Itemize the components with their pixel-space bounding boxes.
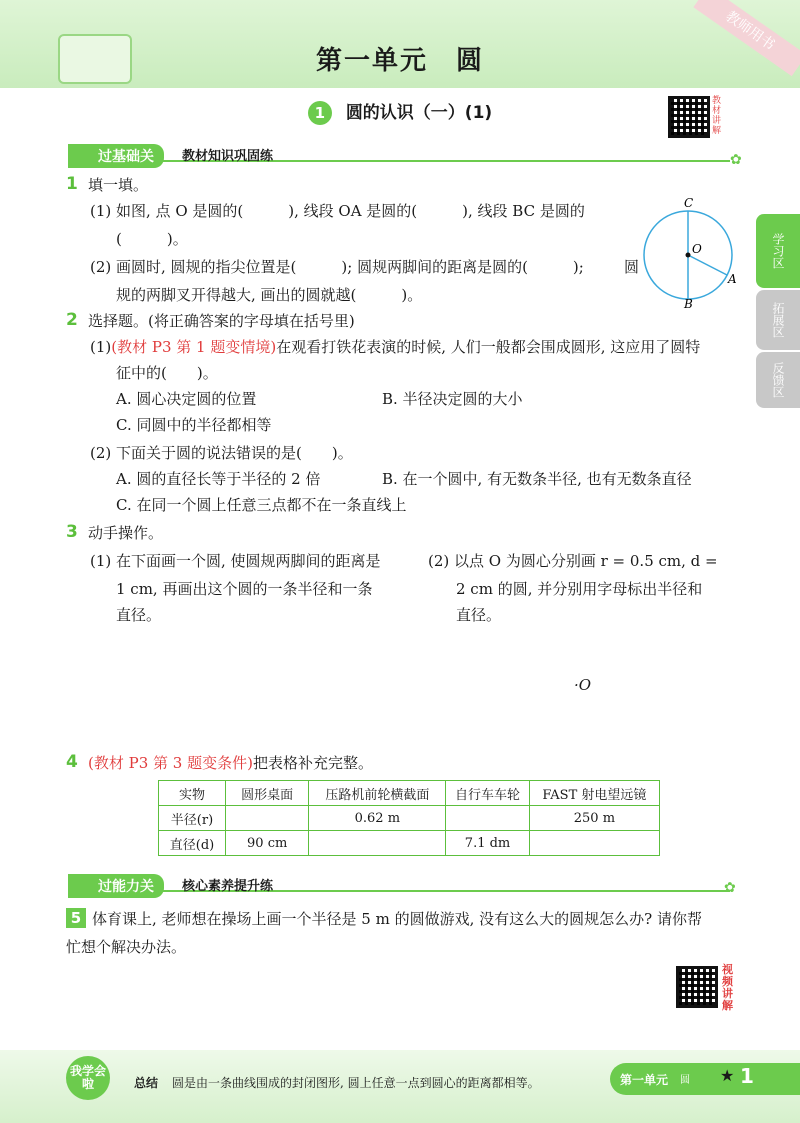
circle-figure xyxy=(640,195,740,310)
label-c: C xyxy=(684,196,694,210)
table-header-row xyxy=(159,781,660,806)
question-title: 选择题。(将正确答案的字母填在括号里) xyxy=(88,312,355,330)
question-title: 动手操作。 xyxy=(88,524,164,542)
q2-part2: (2) 下面关于圆的说法错误的是( )。 xyxy=(90,444,353,462)
radius-oa xyxy=(688,255,727,275)
option-b: B. 在一个圆中, 有无数条半径, 也有无数条直径 xyxy=(382,470,692,488)
summary-label: 总结 xyxy=(134,1076,159,1090)
q2-part1-prefix: (1) xyxy=(90,338,112,356)
option-a: A. 圆心决定圆的位置 xyxy=(116,390,257,408)
q3-part1-line3: 直径。 xyxy=(116,606,162,624)
question-title: 填一填。 xyxy=(88,176,149,194)
teacher-edition-ribbon: 教师用书 xyxy=(693,0,800,76)
table-row xyxy=(159,806,660,831)
section-subtitle-ability: 核心素养提升练 xyxy=(182,879,274,894)
mascot-icon: ★ xyxy=(720,1066,735,1085)
textbook-source: (教材 P3 第 1 题变情境) xyxy=(111,338,277,356)
q3-part1-line1: (1) 在下面画一个圆, 使圆规两脚间的距离是 xyxy=(90,552,381,570)
table-header: 圆形桌面 xyxy=(225,781,308,806)
table-cell: 0.62 m xyxy=(309,806,446,831)
q4-text xyxy=(88,752,373,773)
section-divider xyxy=(70,890,730,892)
section-tag-basic: 过基础关 xyxy=(68,144,164,168)
lesson-title-text: 圆的认识（一）(1) xyxy=(345,103,493,123)
q3-part2-line2: 2 cm 的圆, 并分别用字母标出半径和 xyxy=(456,580,703,598)
label-o: O xyxy=(692,242,702,256)
q3-part1-line2: 1 cm, 再画出这个圆的一条半径和一条 xyxy=(116,580,373,598)
footer-unit-label: 第一单元 xyxy=(620,1073,669,1087)
side-tab-extend[interactable]: 拓展区 xyxy=(756,290,800,350)
q2-part1-line2: 征中的( )。 xyxy=(116,364,218,382)
q1-part1-line2: ( )。 xyxy=(116,230,188,248)
fill-table xyxy=(158,780,660,856)
summary-text: 圆是由一条曲线围成的封闭图形, 圆上任意一点到圆心的距离都相等。 xyxy=(172,1076,540,1090)
q1-part2-line2: 规的两脚叉开得越大, 画出的圆就越( )。 xyxy=(116,286,423,304)
qr-label: 教材讲解 xyxy=(712,96,722,136)
summary-badge: 我学会啦 xyxy=(66,1056,110,1100)
table-header: 压路机前轮横截面 xyxy=(309,781,446,806)
table-cell[interactable] xyxy=(529,831,659,856)
table-cell: 半径(r) xyxy=(159,806,226,831)
table-header: 实物 xyxy=(159,781,226,806)
q3-part2-line1: (2) 以点 O 为圆心分别画 r = 0.5 cm, d = xyxy=(428,552,718,570)
footer-unit-sub: 圆 xyxy=(680,1075,690,1086)
question-number: 4 xyxy=(66,752,78,772)
table-cell: 直径(d) xyxy=(159,831,226,856)
question-number: 5 xyxy=(66,908,86,928)
section-tag-ability: 过能力关 xyxy=(68,874,164,898)
option-b: B. 半径决定圆的大小 xyxy=(382,390,523,408)
q5-line1: 体育课上, 老师想在操场上画一个半径是 5 m 的圆做游戏, 没有这么大的圆规怎么办? 请你帮 xyxy=(92,910,702,928)
video-label: 视频讲解 xyxy=(722,963,733,1012)
question-number: 1 xyxy=(66,174,78,194)
lesson-number: 1 xyxy=(308,101,332,125)
table-cell: 250 m xyxy=(529,806,659,831)
question-number: 3 xyxy=(66,522,78,542)
table-cell[interactable] xyxy=(446,806,530,831)
table-cell[interactable] xyxy=(225,806,308,831)
unit-title: 第一单元 圆 xyxy=(315,46,484,76)
q2-part1 xyxy=(90,336,700,357)
section-subtitle-basic: 教材知识巩固练 xyxy=(182,149,274,164)
section-divider xyxy=(70,160,730,162)
question-number: 2 xyxy=(66,310,78,330)
table-cell: 90 cm xyxy=(225,831,308,856)
option-a: A. 圆的直径长等于半径的 2 倍 xyxy=(116,470,321,488)
side-tab-feedback[interactable]: 反馈区 xyxy=(756,352,800,408)
option-c: C. 同圆中的半径都相等 xyxy=(116,416,272,434)
center-point xyxy=(686,253,691,258)
option-c: C. 在同一个圆上任意三点都不在一条直线上 xyxy=(116,496,407,514)
q4-instruction: 把表格补充完整。 xyxy=(252,754,373,772)
table-cell: 7.1 dm xyxy=(446,831,530,856)
q1-part2-line1: (2) 画圆时, 圆规的指尖位置是( ); 圆规两脚间的距离是圆的( ); xyxy=(90,258,584,276)
q1-part1-line1: (1) 如图, 点 O 是圆的( ), 线段 OA 是圆的( ), 线段 BC 是圆的 xyxy=(90,202,585,220)
side-tab-learn[interactable]: 学习区 xyxy=(756,214,800,288)
table-header: 自行车车轮 xyxy=(446,781,530,806)
point-o: ·O xyxy=(574,676,592,694)
label-a: A xyxy=(728,272,737,286)
table-row xyxy=(159,831,660,856)
q1-part2-tail: 圆 xyxy=(624,258,640,276)
label-b: B xyxy=(684,297,693,310)
q5-line2: 忙想个解决办法。 xyxy=(66,938,187,956)
video-qr-code[interactable] xyxy=(676,966,718,1008)
table-cell[interactable] xyxy=(309,831,446,856)
textbook-source: (教材 P3 第 3 题变条件) xyxy=(88,754,253,772)
flower-icon: ✿ xyxy=(724,880,736,896)
page-number: 1 xyxy=(740,1064,754,1088)
qr-code[interactable] xyxy=(668,96,710,138)
flower-icon: ✿ xyxy=(730,152,742,168)
q3-part2-line3: 直径。 xyxy=(456,606,502,624)
table-header: FAST 射电望远镜 xyxy=(529,781,659,806)
q2-part1-text: 在观看打铁花表演的时候, 人们一般都会围成圆形, 这应用了圆特 xyxy=(276,338,701,356)
